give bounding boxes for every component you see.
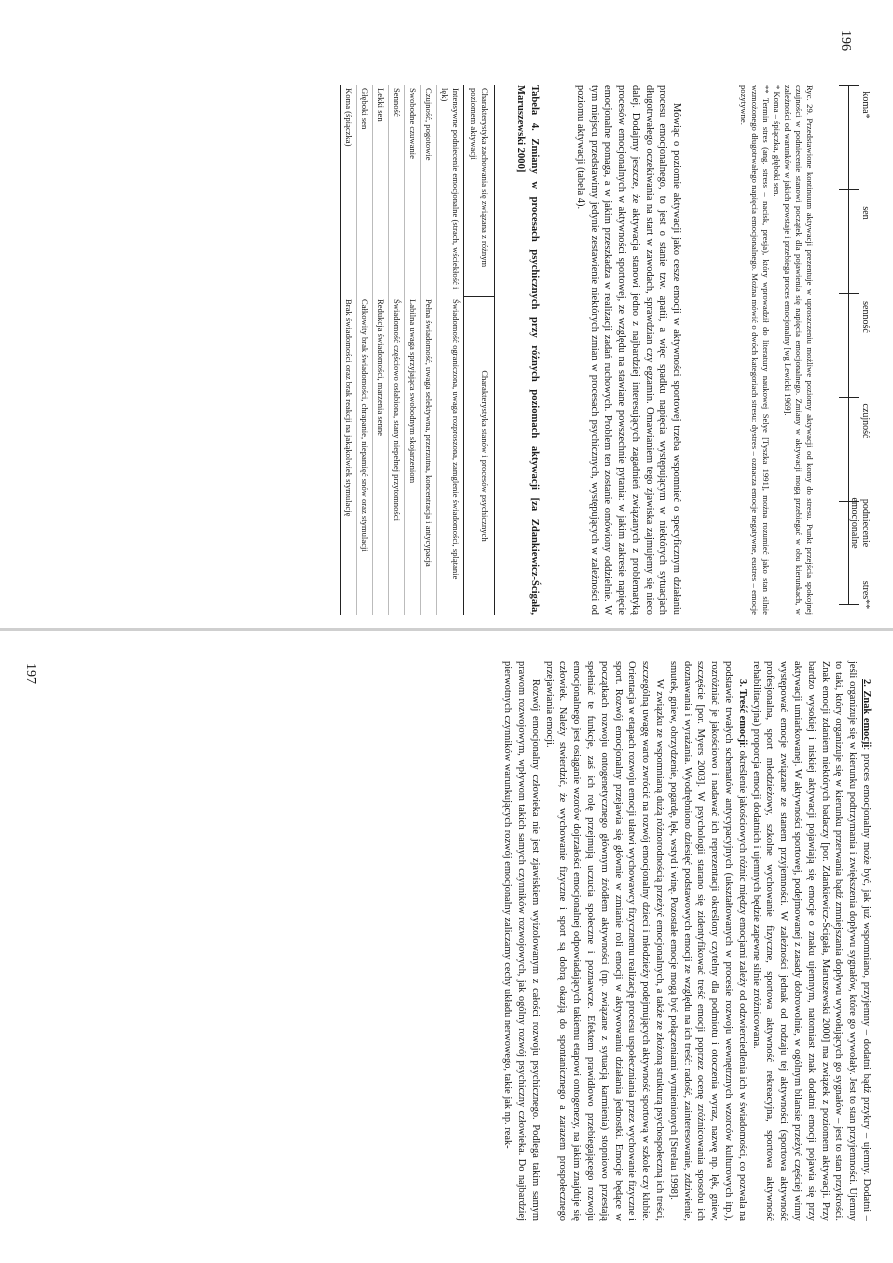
page-number: 197 [23, 663, 38, 684]
paragraph: Rozwój emocjonalny człowieka nie jest zjawiskiem wyizolowanym z całości rozwoju psychicznego. Podlega takim samym prawom rozwojowym, wpływom takich samych czynników rozwojowych, jak ogólny rozwój psychiczny człowieka. Do najbardziej pierwotnych czynników warunkujących rozwój emocjonalny zaliczamy cechy układu nerwowego, takie jak np. reak- [502, 661, 541, 1221]
table-cell: Pełna świadomość, uwaga selektywna, przerzutna, koncentracja i antycypacja [424, 299, 434, 567]
table-cell: Całkowity brak świadomości, chrapanie, niepamięć snów oraz stymulacji [360, 299, 370, 552]
table-cell: Intensywne podniecenie emocjonalne (strach, wściekłość i lęk) [440, 88, 461, 290]
section-heading: 2. Znak emocji [861, 679, 872, 748]
paragraph-text: : proces emocjonalny może być, jak już wspomniano, przyjemny – dodatni bądź przykry – ujemny. Dodatni – jeśli organizuje się w kierunku podtrzymania i zwiększenia dopływu sygnałów, które go wywołały. Jest to stan przyjemności. Ujemny to taki, który organizuje się w kierunku przerwania bądź zmniejszania dopływu wywołujących go sygnałów – jest to stan przykrości. Znak emocji zdaniem niektórych badaczy [por. Zdankiewicz-Ścigała, Maruszewski 2000] ma związek z poziomem aktywacji. Przy bardzo wysokiej i niskiej aktywacji pojawiają się emocje o znaku ujemnym, natomiast znak dodatni emocji pojawia się przy aktywacji umiarkowanej. W aktywności sportowej, podejmowanej z zasady dobrowolnie, w ogólnym bilansie przeżyć częściej winny występować emocje związane ze stanem przyjemności. W zależności jednak od rodzaju tej aktywności (sportowa aktywność profesjonalna, sport młodzieżowy, szkolne wychowanie fizyczne, sportowa aktywność rekreacyjna, sportowa aktywność rehabilitacyjna) proporcja emocji dodatnich i ujemnych będzie zapewne silnie zróżnicowana. [750, 661, 872, 1222]
table-header-cell: Charakterystyka zachowania się związana z różnym poziomem aktywacji [464, 85, 494, 297]
table-row [388, 85, 404, 615]
table-row [356, 85, 372, 615]
table-cell: Świadomość częściowo osłabiona, stany niepełnej przytomności [392, 299, 402, 521]
table-row [404, 85, 420, 615]
table-cell: Głęboki sen [360, 88, 370, 130]
table-cell: Lekki sen [376, 88, 386, 122]
table-cell: Koma (śpiączka) [344, 88, 354, 147]
scale-label-podniecenie: podniecenie emocjonalne [849, 497, 871, 549]
table-cell: Świadomość ograniczona, uwaga rozproszona, zamglenie świadomości, splątanie [451, 299, 461, 580]
table-header [463, 85, 494, 615]
table-row [372, 85, 388, 615]
table-header-cell: Charakterystyka stanów i procesów psychicznych [480, 370, 490, 542]
table-cell: Redukcja świadomości, marzenia senne [376, 299, 386, 436]
activation-continuum [831, 85, 871, 610]
table-cell: Czujność, pogotowie [424, 88, 434, 161]
right-body-text [500, 661, 873, 1221]
activation-table [340, 85, 495, 615]
paragraph-content-of-emotion [666, 661, 749, 1221]
paragraph: W związku ze wspomnianą dużą różnorodnością przeżyć emocjonalnych, a także ze złożoną strukturą psychospołeczną ich treści, szczególną uwagę warto zwrócić na rozwój emocjonalny dzieci i młodzieży podejmujących aktywność sportową w szkole czy klubie. Orientacja w etapach rozwoju emocji ułatwi wychowawcy fizycznemu realizację procesu uspołeczniania przez wychowanie fizyczne i sport. Rozwój emocjonalny przejawia się głównie w zmianie roli emocji w aktywowaniu działania jednostki. Emocje będące w początkach rozwoju ontogenetycznego głównym źródłem aktywności (np. związane z sytuacją karmienia) stopniowo przestają spełniać te funkcje, zaś ich rolę przejmują uczucia społeczne i poznawcze. Efektem prawidłowo przebiegającego rozwoju emocjonalnego jest osiąganie wzorów dojrzałości emocjonalnej odpowiadających takiemu etapowi ontogenezy, na jakim znajduje się człowiek. Należy stwierdzić, że wychowanie fizyczne i sport są dobrą okazją do spontanicznego a zarazem prospołecznego przejawiania emocji. [543, 661, 666, 1221]
scale-tick [839, 293, 859, 294]
scale-tick [839, 85, 859, 86]
paragraph-text: : określenie jakościowych różnic między emocjami zależy od odzwierciedlenia ich w świadomości, co pozwala na podstawie trwałych schematów antycypacyjnych (ukształtowanych w procesie rozwoju wewnętrznych wzorców kulturowych itp.), rozróżniać je jakościowo i nadawać ich reprezentacji określony czytelny dla podmiotu i otoczenia wyraz, nazwę np. lęk, gniew, szczęście [por. Myers 2003]. W psychologii starano się zidentyfikować treść emocji poprzez ocenę zróżnicowania sposobu ich doznawania i wyrażania. Wyodrębniono dziesięć podstawowych emocji ze względu na ich treść: radość, zainteresowanie, zdziwienie, smutek, gniew, obrzydzenie, pogardę, lęk, wstyd i winę. Pozostałe emocje mogą być połączeniami wymienionych [Strelau 1998]. [667, 661, 748, 1221]
section-heading: 3. Treść emocji [736, 679, 748, 746]
right-page [0, 633, 893, 1263]
table-cell: Senność [392, 88, 402, 117]
table-cell: Brak świadomości oraz brak reakcji na jakąkolwiek stymulację [344, 299, 354, 517]
left-body-text [573, 85, 683, 615]
figure-caption-block [738, 85, 815, 615]
table-title: Tabela 4. Zmiany w procesach psychicznych przy różnych poziomach aktywacji [za Zdankiewicz-Ścigała, Maruszewski 2000] [515, 85, 540, 615]
scale-tick [839, 604, 859, 605]
table-row [341, 85, 356, 615]
scale-tick [839, 397, 859, 398]
paragraph: Mówiąc o poziomie aktywacji jako cesze emocji w aktywności sportowej trzeba wspomnieć o specyficznym działaniu procesu emocjonalnego, to jest o stanie tzw. apatii, a więc spadku napięcia występującym w niektórych sytuacjach długotrwałego oczekiwania na start w zawodach, sprawdzian czy egzamin. Omawianiem tego zjawiska zajmujemy się nieco dalej. Dodajmy jeszcze, że aktywacja stanowi jedno z najbardziej interesujących zagadnień związanych z problematyką procesów emocjonalnych w aktywności sportowej, ze względu na stawiane powszechnie pytania: w jakim zakresie napięcie emocjonalne pomaga, a w jakim przeszkadza w realizacji zadań ruchowych. Problem ten zostanie omówiony oddzielnie. W tym miejscu przedstawimy jedynie zestawienie niektórych zmian w procesach psychicznych, występujących w zależności od poziomu aktywacji (tabela 4). [575, 85, 682, 615]
scale-label-sennosc: senność [860, 301, 871, 333]
page-number: 196 [838, 30, 853, 51]
scale-label-koma: koma* [860, 91, 871, 119]
table-cell: Swobodne czuwanie [408, 88, 418, 159]
scale-tick [839, 189, 859, 190]
left-page [0, 0, 893, 630]
footnote-stres: ** Termin stres (ang. stress – nacisk, presja), który wprowadził do literatury naukowej Selye [Tyszka 1991], można rozumieć jako stan silnie wzmożonego długotrwałego napięcia emocjonalnego. Można mówić o dwóch kategoriach stresu: dystres – oznacza emocje negatywne, eustres – emocje pozytywne. [739, 85, 771, 615]
scale-label-sen: sen [860, 206, 871, 220]
table-row [420, 85, 436, 615]
table-row [436, 85, 463, 615]
paragraph-sign-of-emotion [749, 661, 873, 1221]
table-cell: Labilna uwaga sprzyjająca swobodnym skojarzeniom [408, 299, 418, 484]
figure-caption: Ryc. 29. Przedstawione kontinuum aktywacji prezentuje w uproszczeniu możliwe poziomy aktywacji od komy do stresu. Punkt przejścia spokojnej czujności w podniecenie stanowi początek dla pojawienia się napięcia emocjonalnego. Zmiany w aktywacji mogą przebiegać w obu kierunkach, w zależności od warunków w jakich powstaje i przebiega proces emocjonalny [wg Lewicki 1969]. [783, 85, 815, 615]
scale-label-stres: stres** [860, 580, 871, 610]
scale-label-czujnosc: czujność [860, 403, 871, 439]
footnote-koma: * Koma – śpiączka, głęboki sen. [772, 85, 782, 197]
